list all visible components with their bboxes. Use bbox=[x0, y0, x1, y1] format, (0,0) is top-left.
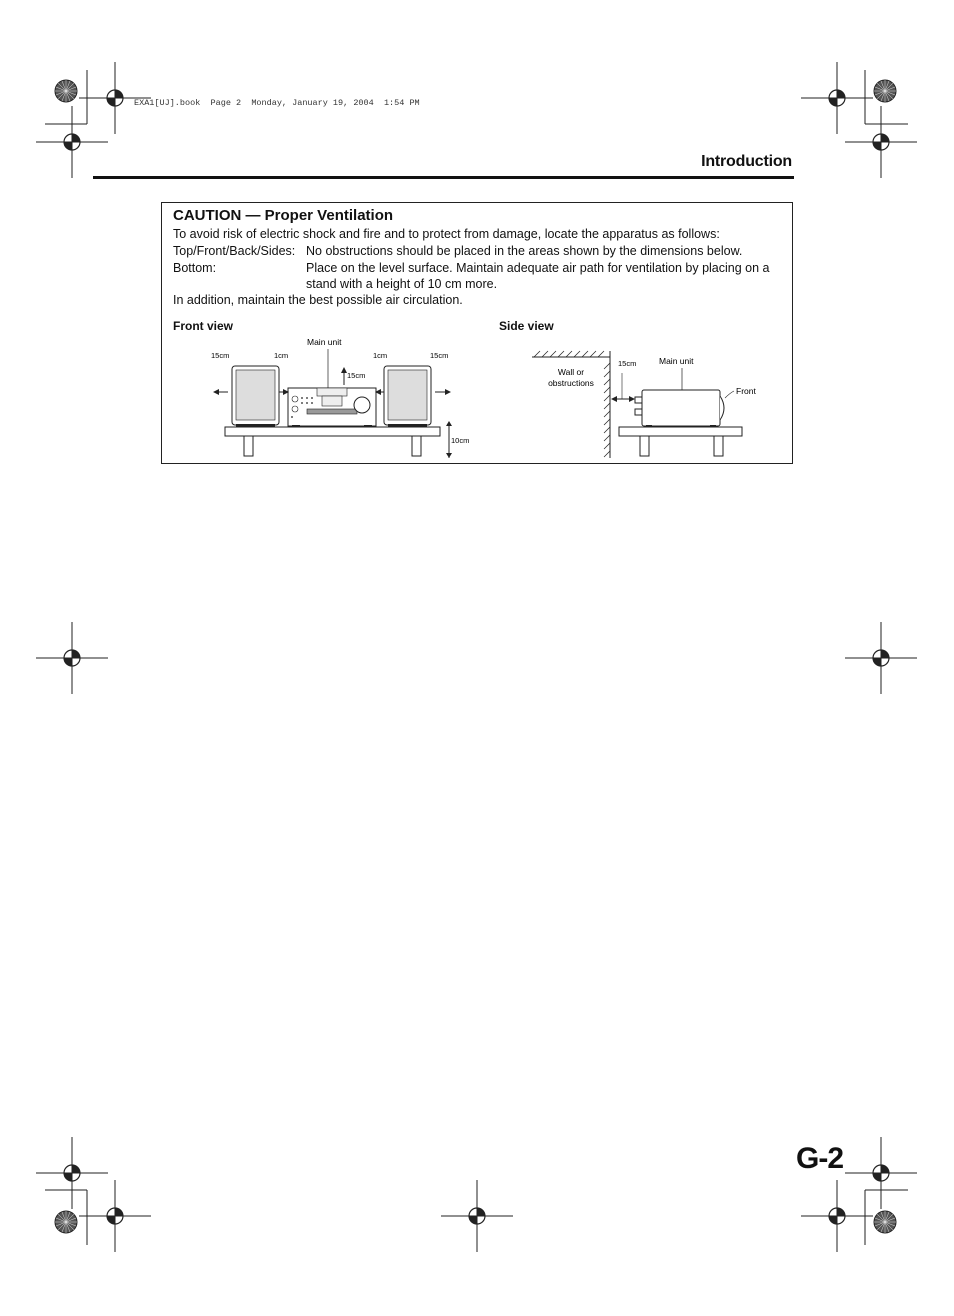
caution-title: CAUTION — Proper Ventilation bbox=[173, 207, 394, 224]
front-view-diagram bbox=[162, 333, 482, 461]
row-text-sides: No obstructions should be placed in the areas shown by the dimensions below. bbox=[306, 244, 743, 258]
front-label: Front bbox=[736, 386, 756, 396]
side-view-diagram bbox=[522, 333, 782, 461]
main-unit-label: Main unit bbox=[307, 337, 342, 347]
page-number: G-2 bbox=[796, 1142, 844, 1175]
side-view-label: Side view bbox=[499, 319, 554, 333]
dim-left-outer: 15cm bbox=[211, 351, 230, 360]
wall-label-line2: obstructions bbox=[548, 378, 594, 388]
wall-label-line1: Wall or bbox=[557, 367, 585, 377]
section-title: Introduction bbox=[701, 153, 792, 170]
header-rule bbox=[93, 176, 794, 179]
file-info: EXA1[UJ].book Page 2 Monday, January 19, 2004 1:54 PM bbox=[134, 98, 420, 108]
dim-right-inner: 1cm bbox=[373, 351, 388, 360]
caution-intro: To avoid risk of electric shock and fire and to protect from damage, locate the apparatus as follows: bbox=[173, 227, 720, 241]
row-text-bottom: Place on the level surface. Maintain adequate air path for ventilation by placing on a stand with a height of 10 cm more. bbox=[306, 261, 770, 291]
row-label-sides: Top/Front/Back/Sides: bbox=[173, 244, 296, 258]
dim-left-inner: 1cm bbox=[274, 351, 289, 360]
dim-right-outer: 15cm bbox=[430, 351, 449, 360]
caution-box bbox=[161, 202, 793, 464]
caution-outro: In addition, maintain the best possible air circulation. bbox=[173, 293, 463, 307]
dim-back: 15cm bbox=[618, 359, 637, 368]
dim-bottom: 10cm bbox=[451, 436, 470, 445]
side-main-unit-label: Main unit bbox=[659, 356, 694, 366]
front-view-label: Front view bbox=[173, 319, 234, 333]
dim-top: 15cm bbox=[347, 371, 366, 380]
row-label-bottom: Bottom: bbox=[173, 261, 217, 275]
